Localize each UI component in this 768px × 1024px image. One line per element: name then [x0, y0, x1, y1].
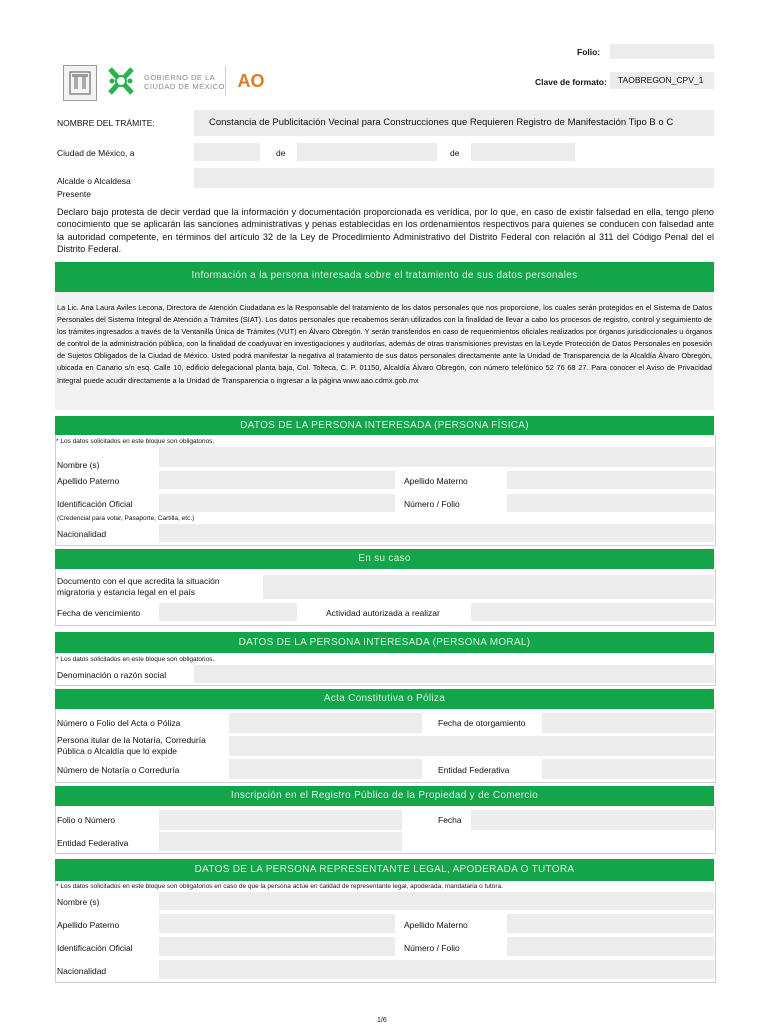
- declaracion-text: Declaro bajo protesta de decir verdad que la información y documentación proporcionada es verídica, por lo que, en caso de existir falsedad en ella, tengo pleno conocimiento que se aplicarán las sanciones administrativas y penas establecidas en los ordenamientos respectivos para quienes se conducen con falsedad ante la autoridad competente, en términos del artículo 32 de la Ley de Procedimiento Administrativo del Distrito Federal con relación al 311 del Código Penal del el Distrito Federal.: [57, 207, 714, 254]
- fisica-nacionalidad-field[interactable]: [159, 524, 714, 542]
- destinatario: Alcalde o Alcaldesa Presente: [57, 176, 131, 199]
- alcalde-field[interactable]: [194, 168, 714, 188]
- acta-title: Acta Constitutiva o Póliza: [55, 689, 714, 709]
- alcaldia-logo: AO: [237, 70, 265, 91]
- tramite-value: Constancia de Publicitación Vecinal para Construcciones que Requieren Registro de Manifestación Tipo B o C: [194, 110, 714, 136]
- registro-entidad-label: Entidad Federativa: [57, 838, 129, 848]
- fisica-paterno-field[interactable]: [159, 471, 395, 489]
- acta-entidad-label: Entidad Federativa: [438, 765, 510, 775]
- clave-field: TAOBREGON_CPV_1: [610, 72, 714, 89]
- acta-notaria-field[interactable]: [229, 759, 422, 779]
- city-label: Ciudad de México, a: [57, 148, 135, 158]
- privacy-title: Información a la persona interesada sobre el tratamiento de sus datos personales: [55, 262, 714, 292]
- cdmx-logo: [104, 63, 138, 99]
- acta-notaria-label: Número de Notaría o Correduría: [57, 765, 180, 775]
- registro-fecha-field[interactable]: [471, 810, 714, 830]
- clave-label: Clave de formato:: [535, 77, 607, 87]
- acta-persona-field[interactable]: [229, 736, 714, 756]
- fisica-note: * Los datos solicitados en este bloque son obligatorios.: [56, 438, 215, 445]
- fisica-materno-label: Apellido Materno: [404, 476, 468, 486]
- registro-title: Inscripción en el Registro Público de la Propiedad y de Comercio: [55, 786, 714, 806]
- acta-fecha-label: Fecha de otorgamiento: [438, 718, 526, 728]
- fisica-identificacion-field[interactable]: [159, 494, 395, 512]
- denominacion-label: Denominación o razón social: [57, 670, 167, 680]
- moral-note: * Los datos solicitados en este bloque son obligatorios.: [56, 656, 215, 663]
- rep-identificacion-field[interactable]: [159, 937, 395, 956]
- coat-of-arms-logo: [63, 65, 97, 101]
- registro-fecha-label: Fecha: [438, 815, 462, 825]
- rep-materno-label: Apellido Materno: [404, 920, 468, 930]
- vencimiento-label: Fecha de vencimiento: [57, 608, 141, 618]
- month-field[interactable]: [297, 143, 437, 161]
- de-label-2: de: [450, 148, 460, 158]
- actividad-field[interactable]: [471, 603, 714, 621]
- rep-folio-label: Número / Folio: [404, 943, 460, 953]
- rep-paterno-label: Apellido Paterno: [57, 920, 120, 930]
- page-number: 1/6: [377, 1017, 387, 1024]
- fisica-folio-field[interactable]: [507, 494, 714, 512]
- en-su-caso-title: En su caso: [55, 549, 714, 569]
- fisica-title: DATOS DE LA PERSONA INTERESADA (PERSONA FÍSICA): [55, 416, 714, 435]
- fisica-nombre-field[interactable]: [159, 447, 714, 467]
- rep-nombre-field[interactable]: [159, 892, 714, 910]
- representante-title: DATOS DE LA PERSONA REPRESENTANTE LEGAL, APODERADA O TUTORA: [55, 859, 714, 881]
- rep-nacionalidad-label: Nacionalidad: [57, 966, 107, 976]
- registro-folio-label: Folio o Número: [57, 815, 116, 825]
- denominacion-field[interactable]: [194, 665, 714, 683]
- rep-paterno-field[interactable]: [159, 914, 395, 933]
- fisica-materno-field[interactable]: [507, 471, 714, 489]
- privacy-text: La Lic. Ana Laura Aviles Lecona, Directora de Atención Ciudadana es la Responsable del tratamiento de los datos personales que nos proporcione, los cuales serán protegidos en el Sistema de Datos Personales del Sistema Integral de Atención a Trámites (SIAT). Los datos personales que recabemos serán utilizados con la finalidad de llevar a cabo los procesos de registro, control y seguimiento de los trámites ingresados a través de la Ventanilla Única de Trámites (VUT) en Álvaro Obregón. Y serán transferidos en caso de requerimientos oficiales realizados por órganos jurisdiccionales u órganos de control de la administración pública, con la finalidad de coadyuvar en investigaciones y auditorías, además de otras transmisiones previstas en la Leyde Protección de Datos Personales en posesión de Sujetos Obligados de la Ciudad de México. Usted podrá manifestar la negativa al tratamiento de sus datos personales directamente ante la Unidad de Transparencia de la Alcaldía Álvaro Obregón, ubicada en Canario s/n esq. Calle 10, edificio delegacional planta baja, Col. Tolteca, C. P. 01150, Alcaldía Álvaro Obregón, con número telefónico 52 76 68 27. Para conocer el Aviso de Privacidad Integral puede acudir directamente a la Unidad de Transparencia o ingresar a la página www.aao.cdmx.gob.mx: [57, 303, 712, 385]
- vencimiento-field[interactable]: [159, 603, 297, 621]
- actividad-label: Actividad autorizada a realizar: [326, 608, 440, 618]
- tramite-label: NOMBRE DEL TRÁMITE:: [57, 118, 155, 128]
- rep-nombre-label: Nombre (s): [57, 897, 100, 907]
- acta-numero-field[interactable]: [229, 713, 422, 733]
- acta-persona-label: Persona itular de la Notaría, Correduría Pública o Alcaldía que lo expide: [57, 735, 206, 756]
- moral-title: DATOS DE LA PERSONA INTERESADA (PERSONA MORAL): [55, 632, 714, 653]
- documento-field[interactable]: [263, 575, 714, 599]
- year-field[interactable]: [471, 143, 575, 161]
- acta-numero-label: Número o Folio del Acta o Póliza: [57, 718, 181, 728]
- folio-field[interactable]: [610, 44, 714, 59]
- rep-identificacion-label: Identificación Oficial: [57, 943, 133, 953]
- fisica-identificacion-note: (Credencial para votar, Pasaporte, Cartilla, etc.): [57, 515, 195, 522]
- documento-label: Documento con el que acredita la situación migratoria y estancia legal en el país: [57, 576, 220, 597]
- fisica-nombre-label: Nombre (s): [57, 460, 100, 470]
- folio-label: Folio:: [577, 47, 601, 57]
- fisica-nacionalidad-label: Nacionalidad: [57, 529, 107, 539]
- acta-fecha-field[interactable]: [542, 713, 714, 733]
- day-field[interactable]: [194, 143, 260, 161]
- fisica-paterno-label: Apellido Paterno: [57, 476, 120, 486]
- fisica-identificacion-label: Identificación Oficial: [57, 499, 133, 509]
- registro-entidad-field[interactable]: [159, 832, 402, 851]
- representante-note: * Los datos solicitados en este bloque son obligatorios en caso de que la persona actúe en calidad de representante legal, apoderada, mandataria o tutora.: [56, 883, 504, 890]
- rep-nacionalidad-field[interactable]: [159, 960, 714, 979]
- gov-name: GOBIERNO DE LA CIUDAD DE MÉXICO: [144, 73, 225, 91]
- de-label-1: de: [276, 148, 286, 158]
- registro-folio-field[interactable]: [159, 810, 402, 830]
- rep-materno-field[interactable]: [507, 914, 714, 933]
- fisica-folio-label: Número / Folio: [404, 499, 460, 509]
- acta-entidad-field[interactable]: [542, 759, 714, 779]
- rep-folio-field[interactable]: [507, 937, 714, 956]
